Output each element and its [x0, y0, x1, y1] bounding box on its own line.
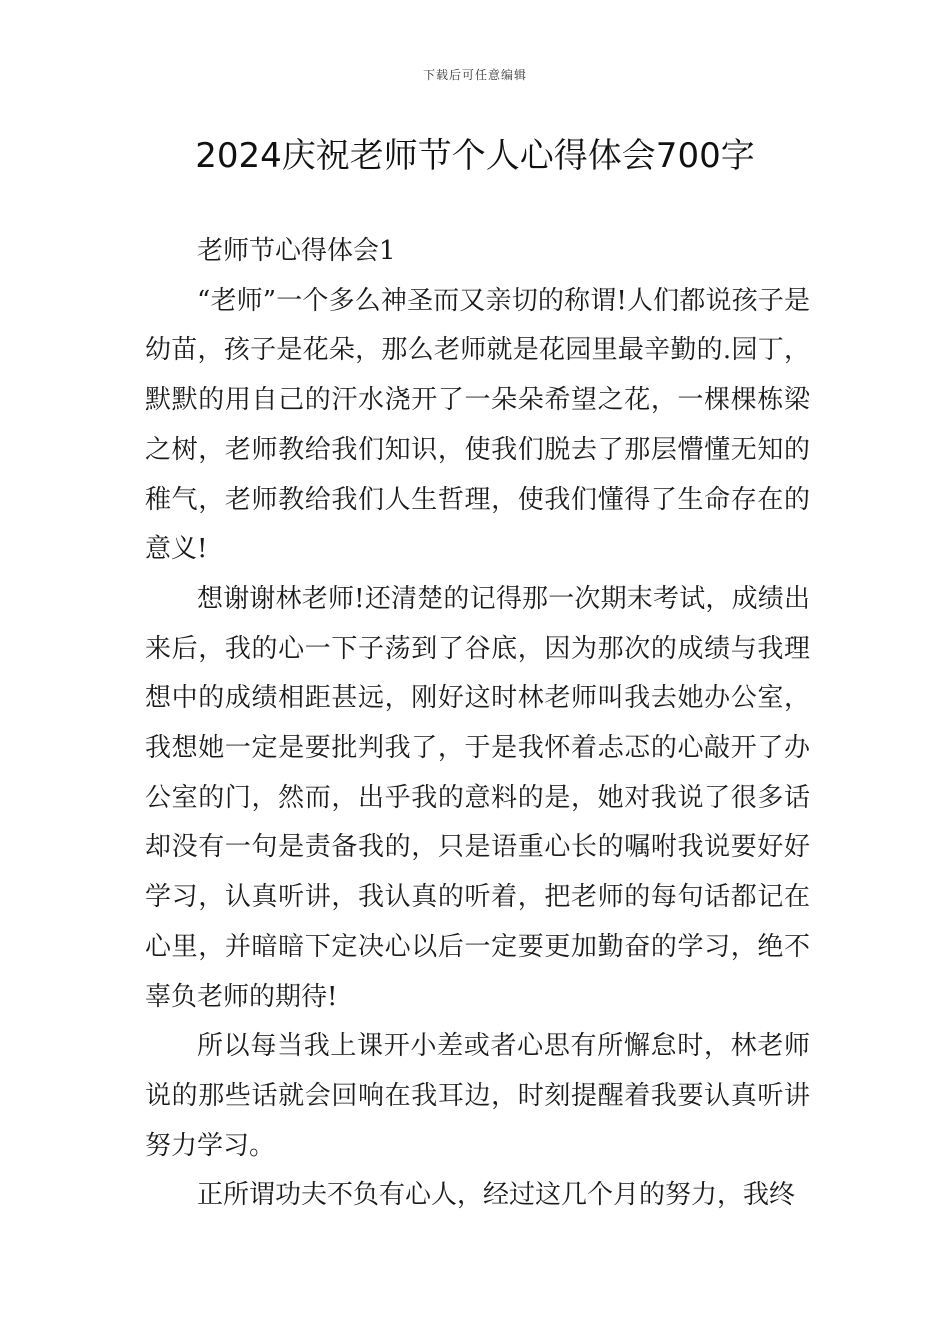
- document-body: [145, 227, 810, 1221]
- section-heading: 老师节心得体会1: [197, 236, 396, 266]
- paragraph-3: 所以每当我上课开小差或者心思有所懈怠时，林老师说的那些话就会回响在我耳边，时刻提醒着我要认真听讲努力学习。: [145, 1031, 810, 1161]
- paragraph-1: “老师”一个多么神圣而又亲切的称谓!人们都说孩子是幼苗，孩子是花朵，那么老师就是花园里最辛勤的.园丁，默默的用自己的汗水浇开了一朵朵希望之花，一棵棵栋梁之树，老师教给我们知识，使我们脱去了那层懵懂无知的稚气，老师教给我们人生哲理，使我们懂得了生命存在的意义!: [145, 285, 810, 565]
- paragraph-2: 想谢谢林老师!还清楚的记得那一次期末考试，成绩出来后，我的心一下子荡到了谷底，因为那次的成绩与我理想中的成绩相距甚远，刚好这时林老师叫我去她办公室，我想她一定是要批判我了，于是我怀着忐忑的心敲开了办公室的门，然而，出乎我的意料的是，她对我说了很多话却没有一句是责备我的，只是语重心长的嘱咐我说要好好学习，认真听讲，我认真的听着，把老师的每句话都记在心里，并暗暗下定决心以后一定要更加勤奋的学习，绝不辜负老师的期待!: [145, 583, 810, 1012]
- paragraph-4: 正所谓功夫不负有心人，经过这几个月的努力，我终: [197, 1180, 796, 1211]
- document-title: 2024庆祝老师节个人心得体会700字: [195, 136, 755, 176]
- header-note: 下载后可任意编辑: [422, 68, 527, 82]
